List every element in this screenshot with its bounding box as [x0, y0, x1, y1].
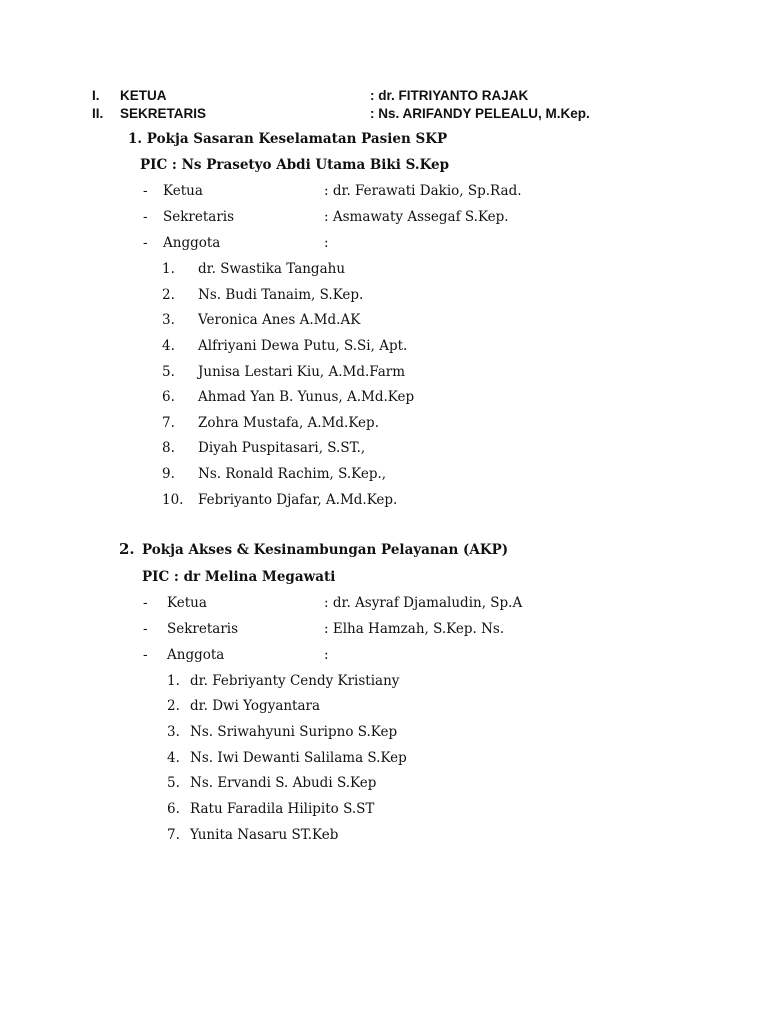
- member-number: 6.: [167, 801, 180, 817]
- officer-name: : dr. FITRIYANTO RAJAK: [370, 88, 529, 103]
- role-label: Sekretaris: [163, 209, 235, 225]
- member-number: 10.: [162, 492, 184, 508]
- dash: -: [143, 183, 148, 199]
- member-number: 9.: [162, 466, 175, 482]
- member-number: 1.: [167, 673, 180, 689]
- role-value: : Asmawaty Assegaf S.Kep.: [324, 209, 509, 225]
- member-name: Alfriyani Dewa Putu, S.Si, Apt.: [198, 338, 408, 354]
- member-name: Ratu Faradila Hilipito S.ST: [190, 801, 375, 817]
- officer-role: KETUA: [120, 88, 167, 103]
- member-name: Veronica Anes A.Md.AK: [198, 312, 361, 328]
- officer-number: I.: [92, 88, 100, 103]
- member-name: Yunita Nasaru ST.Keb: [190, 827, 339, 843]
- member-number: 7.: [162, 415, 175, 431]
- member-name: Ns. Sriwahyuni Suripno S.Kep: [190, 724, 398, 740]
- role-value: : Elha Hamzah, S.Kep. Ns.: [324, 621, 505, 637]
- member-number: 2.: [167, 698, 180, 714]
- member-number: 1.: [162, 261, 175, 277]
- section-1-title: 1. Pokja Sasaran Keselamatan Pasien SKP: [128, 131, 448, 147]
- section-number: 2.: [119, 540, 135, 558]
- member-name: Zohra Mustafa, A.Md.Kep.: [198, 415, 379, 431]
- member-number: 4.: [162, 338, 175, 354]
- member-number: 5.: [162, 364, 175, 380]
- role-label: Ketua: [163, 183, 203, 199]
- role-value: :: [324, 647, 329, 663]
- dash: -: [143, 621, 148, 637]
- member-number: 8.: [162, 440, 175, 456]
- role-value: : dr. Asyraf Djamaludin, Sp.A: [324, 595, 523, 611]
- member-name: Ns. Budi Tanaim, S.Kep.: [198, 287, 364, 303]
- dash: -: [143, 647, 148, 663]
- member-number: 2.: [162, 287, 175, 303]
- member-number: 5.: [167, 775, 180, 791]
- role-value: : dr. Ferawati Dakio, Sp.Rad.: [324, 183, 522, 199]
- section-title-text: Pokja Akses & Kesinambungan Pelayanan (AKP): [142, 542, 509, 558]
- role-value: :: [324, 235, 329, 251]
- dash: -: [143, 595, 148, 611]
- member-number: 3.: [167, 724, 180, 740]
- officer-name: : Ns. ARIFANDY PELEALU, M.Kep.: [370, 106, 590, 121]
- dash: -: [143, 209, 148, 225]
- role-label: Anggota: [167, 647, 225, 663]
- member-number: 7.: [167, 827, 180, 843]
- member-number: 3.: [162, 312, 175, 328]
- role-label: Sekretaris: [167, 621, 239, 637]
- member-name: dr. Dwi Yogyantara: [190, 698, 321, 714]
- member-name: Ns. Ronald Rachim, S.Kep.,: [198, 466, 387, 482]
- dash: -: [143, 235, 148, 251]
- member-name: Ns. Ervandi S. Abudi S.Kep: [190, 775, 377, 791]
- member-number: 4.: [167, 750, 180, 766]
- member-number: 6.: [162, 389, 175, 405]
- role-label: Ketua: [167, 595, 207, 611]
- member-name: Ns. Iwi Dewanti Salilama S.Kep: [190, 750, 407, 766]
- section-1-pic: PIC : Ns Prasetyo Abdi Utama Biki S.Kep: [140, 157, 450, 173]
- role-label: Anggota: [163, 235, 221, 251]
- member-name: Junisa Lestari Kiu, A.Md.Farm: [198, 364, 406, 380]
- member-name: Ahmad Yan B. Yunus, A.Md.Kep: [198, 389, 415, 405]
- officer-number: II.: [92, 106, 104, 121]
- member-name: Diyah Puspitasari, S.ST.,: [198, 440, 366, 456]
- section-2-pic: PIC : dr Melina Megawati: [142, 569, 336, 585]
- member-name: dr. Febriyanty Cendy Kristiany: [190, 673, 400, 689]
- member-name: dr. Swastika Tangahu: [198, 261, 346, 277]
- member-name: Febriyanto Djafar, A.Md.Kep.: [198, 492, 398, 508]
- officer-role: SEKRETARIS: [120, 106, 207, 121]
